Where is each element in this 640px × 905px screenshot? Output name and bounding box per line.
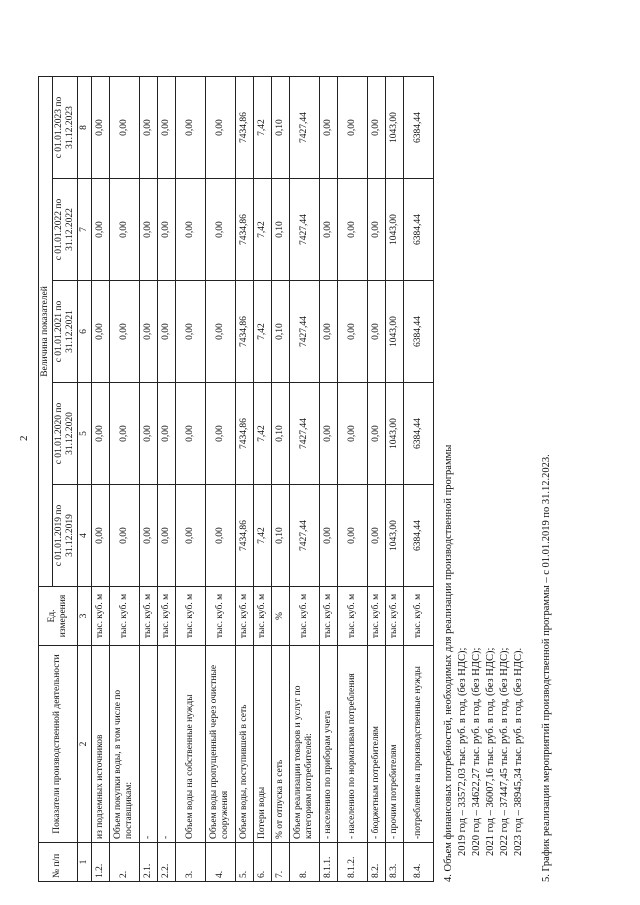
- indicators-table: [38, 76, 434, 882]
- column-number: 4: [77, 485, 91, 587]
- value-cell: 0,00: [175, 383, 205, 485]
- indicator-name: % от отпуска в сеть: [271, 646, 289, 843]
- table-row: [319, 77, 337, 882]
- indicator-name: - населению по приборам учета: [319, 646, 337, 843]
- value-cell: 6384,44: [403, 281, 433, 383]
- table-row: [403, 77, 433, 882]
- row-number: 1.2.: [91, 843, 109, 882]
- table-body: [91, 77, 433, 882]
- value-cell: 0,00: [337, 383, 367, 485]
- table-row: [253, 77, 271, 882]
- table-row: [205, 77, 235, 882]
- value-cell: 0,00: [367, 281, 385, 383]
- column-number: 2: [77, 646, 91, 843]
- unit-cell: тыс. куб. м: [253, 587, 271, 646]
- row-number: 2.1.: [139, 843, 157, 882]
- row-number: 8.4.: [403, 843, 433, 882]
- row-number: 5.: [235, 843, 253, 882]
- value-cell: 7,42: [253, 383, 271, 485]
- table-header: [39, 77, 92, 882]
- value-cell: 0,00: [175, 485, 205, 587]
- value-cell: 0,00: [205, 281, 235, 383]
- notes-section: [442, 52, 554, 882]
- header-values-group: Величина показателей: [39, 77, 53, 587]
- unit-cell: тыс. куб. м: [175, 587, 205, 646]
- row-number: 4.: [205, 843, 235, 882]
- value-cell: 0,00: [91, 281, 109, 383]
- indicator-name: из подземных источников: [91, 646, 109, 843]
- column-number: 7: [77, 179, 91, 281]
- value-cell: 0,00: [367, 383, 385, 485]
- page-number: 2: [18, 435, 30, 441]
- value-cell: 0,00: [157, 179, 175, 281]
- indicator-name: Объем реализации товаров и услуг по категориям потребителей:: [289, 646, 319, 843]
- value-cell: 6384,44: [403, 179, 433, 281]
- unit-cell: тыс. куб. м: [385, 587, 403, 646]
- row-number: 8.3.: [385, 843, 403, 882]
- column-number: 6: [77, 281, 91, 383]
- value-cell: 0,00: [157, 485, 175, 587]
- indicator-name: Объем воды на собственные нужды: [175, 646, 205, 843]
- row-number: 8.1.1.: [319, 843, 337, 882]
- value-cell: 6384,44: [403, 77, 433, 179]
- value-cell: 7434,86: [235, 485, 253, 587]
- value-cell: 0,00: [139, 383, 157, 485]
- header-period: с 01.01.2019 по 31.12.2019: [52, 485, 77, 587]
- value-cell: 0,00: [337, 281, 367, 383]
- value-cell: 0,10: [271, 179, 289, 281]
- header-period: с 01.01.2023 по 31.12.2023: [52, 77, 77, 179]
- indicator-name: - населению по нормативам потребления: [337, 646, 367, 843]
- table-row: [175, 77, 205, 882]
- header-period: с 01.01.2022 по 31.12.2022: [52, 179, 77, 281]
- row-number: 3.: [175, 843, 205, 882]
- unit-cell: тыс. куб. м: [289, 587, 319, 646]
- column-number: 8: [77, 77, 91, 179]
- table-row: [157, 77, 175, 882]
- value-cell: 0,00: [367, 179, 385, 281]
- header-no: № п/п: [39, 843, 78, 882]
- unit-cell: тыс. куб. м: [367, 587, 385, 646]
- table-row: [385, 77, 403, 882]
- value-cell: 7,42: [253, 179, 271, 281]
- row-number: 6.: [253, 843, 271, 882]
- value-cell: 0,00: [157, 281, 175, 383]
- indicator-name: - бюджетным потребителям: [367, 646, 385, 843]
- value-cell: 1043,00: [385, 77, 403, 179]
- unit-cell: тыс. куб. м: [403, 587, 433, 646]
- value-cell: 0,00: [175, 77, 205, 179]
- value-cell: 1043,00: [385, 485, 403, 587]
- header-indicator-name: Показатели производственной деятельности: [39, 646, 78, 843]
- indicator-name: -: [157, 646, 175, 843]
- value-cell: 0,00: [175, 179, 205, 281]
- value-cell: 0,00: [319, 179, 337, 281]
- unit-cell: тыс. куб. м: [91, 587, 109, 646]
- value-cell: 7427,44: [289, 179, 319, 281]
- header-period: с 01.01.2020 по 31.12.2020: [52, 383, 77, 485]
- value-cell: 0,00: [139, 281, 157, 383]
- value-cell: 0,00: [91, 77, 109, 179]
- unit-cell: тыс. куб. м: [337, 587, 367, 646]
- unit-cell: тыс. куб. м: [205, 587, 235, 646]
- indicator-name: - прочим потребителям: [385, 646, 403, 843]
- value-cell: 0,00: [91, 179, 109, 281]
- value-cell: 0,00: [319, 77, 337, 179]
- table-row: [289, 77, 319, 882]
- value-cell: 0,00: [139, 77, 157, 179]
- financial-line: 2022 год – 37447,45 тыс. руб. в год, (без НДС);: [498, 647, 510, 856]
- value-cell: 0,00: [337, 77, 367, 179]
- value-cell: 0,10: [271, 281, 289, 383]
- table-row: [91, 77, 109, 882]
- column-number: 3: [77, 587, 91, 646]
- value-cell: 6384,44: [403, 485, 433, 587]
- value-cell: 0,00: [319, 485, 337, 587]
- value-cell: 0,00: [157, 77, 175, 179]
- table-row: [271, 77, 289, 882]
- value-cell: 7,42: [253, 485, 271, 587]
- unit-cell: тыс. куб. м: [109, 587, 139, 646]
- value-cell: 7427,44: [289, 485, 319, 587]
- header-unit: Ед. измерения: [39, 587, 78, 646]
- unit-cell: тыс. куб. м: [157, 587, 175, 646]
- financial-needs-title: 4. Объем финансовых потребностей, необходимых для реализации производственной программы: [442, 444, 454, 882]
- row-number: 8.1.2.: [337, 843, 367, 882]
- financial-line: 2021 год – 36007,16 тыс. руб. в год, (без НДС);: [484, 647, 496, 856]
- table-row: [109, 77, 139, 882]
- row-number: 8.: [289, 843, 319, 882]
- value-cell: 7427,44: [289, 383, 319, 485]
- value-cell: 0,00: [139, 485, 157, 587]
- value-cell: 0,00: [109, 179, 139, 281]
- value-cell: 0,00: [109, 485, 139, 587]
- value-cell: 0,00: [337, 179, 367, 281]
- value-cell: 0,00: [175, 281, 205, 383]
- unit-cell: %: [271, 587, 289, 646]
- value-cell: 0,10: [271, 77, 289, 179]
- value-cell: 7434,86: [235, 179, 253, 281]
- value-cell: 0,00: [205, 383, 235, 485]
- value-cell: 7434,86: [235, 383, 253, 485]
- value-cell: 0,00: [205, 77, 235, 179]
- indicator-name: Объем воды пропущенный через очистные сооружения: [205, 646, 235, 843]
- indicator-name: -потребление на производственные нужды: [403, 646, 433, 843]
- financial-line: 2019 год – 33572,03 тыс. руб. в год, (без НДС);: [456, 647, 468, 856]
- value-cell: 0,00: [91, 383, 109, 485]
- value-cell: 0,00: [109, 281, 139, 383]
- value-cell: 0,00: [367, 77, 385, 179]
- value-cell: 7434,86: [235, 77, 253, 179]
- column-number: 5: [77, 383, 91, 485]
- value-cell: 1043,00: [385, 281, 403, 383]
- financial-line: 2023 год – 38945,34 тыс. руб. в год, (без НДС).: [512, 647, 524, 856]
- indicator-name: Объем покупки воды, в том числе по поставщикам:: [109, 646, 139, 843]
- row-number: 2.2.: [157, 843, 175, 882]
- column-number-row: [77, 77, 91, 882]
- value-cell: 0,00: [109, 383, 139, 485]
- rotated-page-content: [38, 52, 598, 882]
- value-cell: 6384,44: [403, 383, 433, 485]
- value-cell: 0,00: [109, 77, 139, 179]
- row-number: 2.: [109, 843, 139, 882]
- header-period: с 01.01.2021 по 31.12.2021: [52, 281, 77, 383]
- value-cell: 7434,86: [235, 281, 253, 383]
- value-cell: 1043,00: [385, 383, 403, 485]
- table-row: [139, 77, 157, 882]
- value-cell: 0,10: [271, 383, 289, 485]
- value-cell: 7,42: [253, 77, 271, 179]
- value-cell: 0,00: [319, 281, 337, 383]
- value-cell: 7427,44: [289, 281, 319, 383]
- value-cell: 0,00: [319, 383, 337, 485]
- table-row: [337, 77, 367, 882]
- indicator-name: Потери воды: [253, 646, 271, 843]
- column-number: 1: [77, 843, 91, 882]
- financial-line: 2020 год – 34622,27 тыс. руб. в год, (без НДС);: [470, 647, 482, 856]
- value-cell: 0,10: [271, 485, 289, 587]
- schedule-title: 5. График реализации мероприятий производственной программы – с 01.01.2019 по 31.12.2023.: [540, 454, 552, 882]
- value-cell: 0,00: [157, 383, 175, 485]
- value-cell: 0,00: [205, 179, 235, 281]
- unit-cell: тыс. куб. м: [139, 587, 157, 646]
- value-cell: 0,00: [337, 485, 367, 587]
- value-cell: 7427,44: [289, 77, 319, 179]
- value-cell: 0,00: [205, 485, 235, 587]
- value-cell: 7,42: [253, 281, 271, 383]
- value-cell: 1043,00: [385, 179, 403, 281]
- value-cell: 0,00: [139, 179, 157, 281]
- table-row: [367, 77, 385, 882]
- row-number: 8.2.: [367, 843, 385, 882]
- unit-cell: тыс. куб. м: [319, 587, 337, 646]
- row-number: 7.: [271, 843, 289, 882]
- indicator-name: Объем воды, поступившей в сеть: [235, 646, 253, 843]
- table-row: [235, 77, 253, 882]
- value-cell: 0,00: [91, 485, 109, 587]
- unit-cell: тыс. куб. м: [235, 587, 253, 646]
- value-cell: 0,00: [367, 485, 385, 587]
- indicator-name: -: [139, 646, 157, 843]
